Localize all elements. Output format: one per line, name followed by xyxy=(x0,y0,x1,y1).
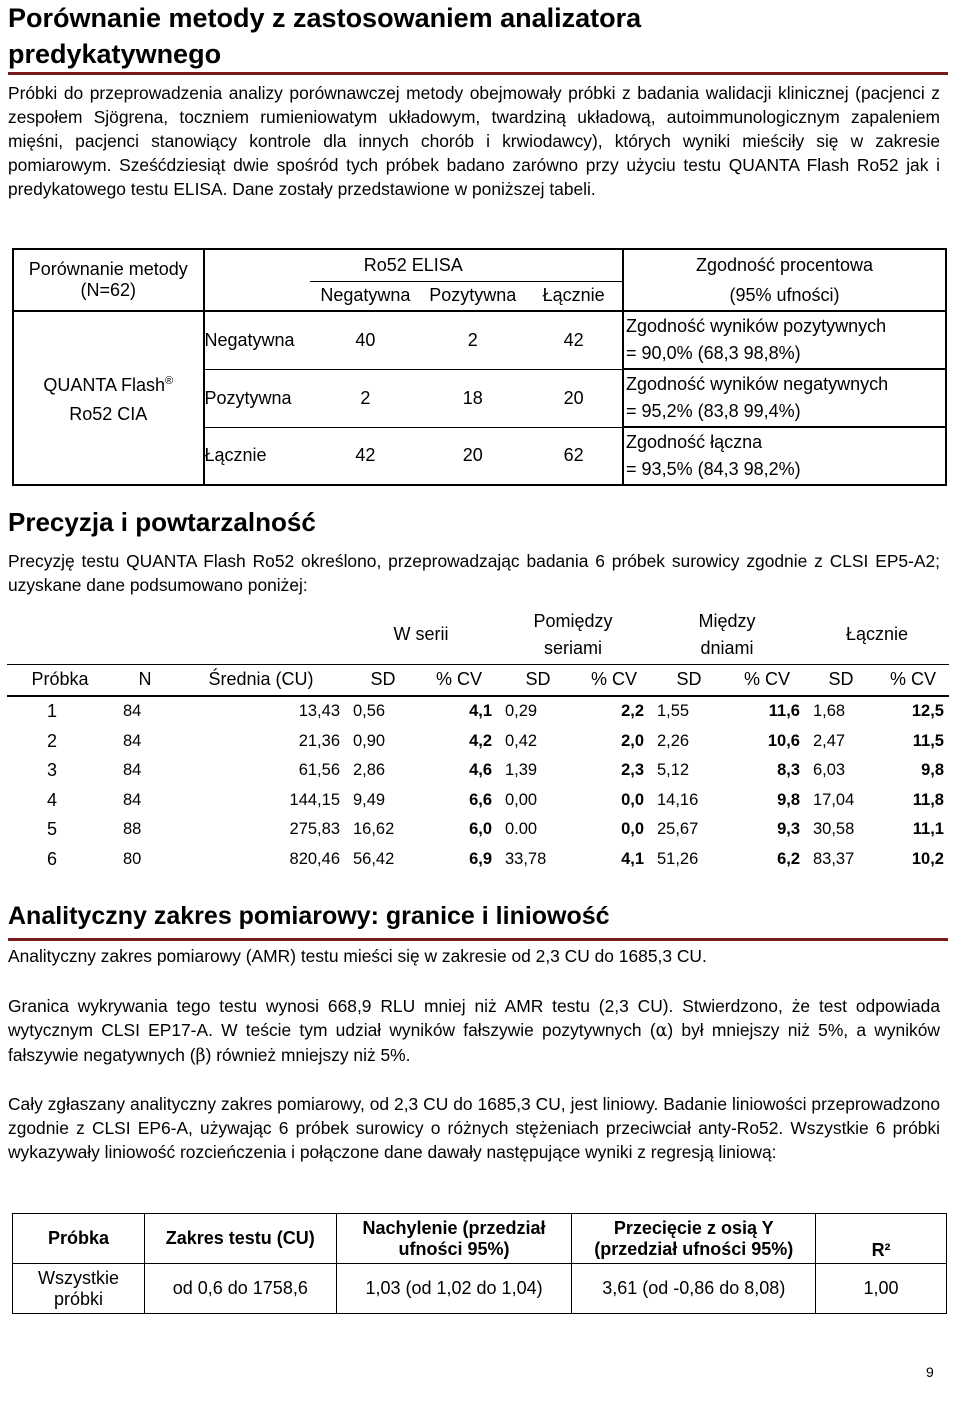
precision-cell: 4 xyxy=(47,789,58,810)
precision-header-cell: % CV xyxy=(435,669,482,690)
section-title-range: Analityczny zakres pomiarowy: granice i liniowość xyxy=(8,902,610,930)
title-line-1: Porównanie metody z zastosowaniem analizatora xyxy=(8,3,642,33)
precision-cell: 0.00 xyxy=(505,820,538,839)
precision-header-cell: % CV xyxy=(889,669,936,690)
col-negative: Negatywna xyxy=(310,281,420,311)
precision-header-row xyxy=(7,664,949,696)
precision-cell: 4,2 xyxy=(469,731,492,750)
precision-header-cell: SD xyxy=(676,669,702,690)
precision-cell: 11,5 xyxy=(912,731,944,750)
paragraph-method-comparison: Próbki do przeprowadzenia analizy porównawczej metody obejmowały próbki z badania walidacji klinicznej (pacjenci z zespołem Sjögrena, toczniem rumieniowatym układowym, twardziną układową, autoimmunologicznym zapaleniem mięśni, pacjenci stanowiący kontrole dla innych chorób i krwiodawcy), których wyniki mieściły się w zakresie pomiarowym. Sześćdziesiąt dwie spośród tych próbek badano zarówno przy użyciu testu QUANTA Flash Ro52 jak i predykatowego testu ELISA. Dane zostały przedstawione w poniższej tabeli. xyxy=(8,83,940,199)
section-rule xyxy=(8,938,948,941)
precision-cell: 2 xyxy=(47,730,58,751)
precision-cell: 10,6 xyxy=(767,731,800,750)
table-row xyxy=(7,756,949,786)
precision-cell: 13,43 xyxy=(298,702,340,721)
alpha-symbol: α xyxy=(655,1021,668,1041)
precision-cell: 11,6 xyxy=(768,702,800,721)
cell-total-total: 62 xyxy=(525,427,623,485)
precision-header-cell: N xyxy=(138,669,152,690)
precision-table xyxy=(7,606,949,874)
lin-header-sample: Próbka xyxy=(13,1214,145,1264)
group-total: Łącznie xyxy=(845,624,909,645)
precision-cell: 2,2 xyxy=(621,702,644,721)
precision-cell: 4,1 xyxy=(621,849,644,868)
table-row xyxy=(7,815,949,845)
precision-cell: 9,8 xyxy=(777,790,800,809)
cell-total-neg: 42 xyxy=(310,427,420,485)
precision-cell: 84 xyxy=(123,731,142,750)
paragraph-precision: Precyzję testu QUANTA Flash Ro52 określono, przeprowadzając badania 6 próbek surowicy zgodnie z CLSI EP5-A2; uzyskane dane podsumowano poniżej: xyxy=(8,551,940,595)
precision-cell: 51,26 xyxy=(657,849,699,868)
precision-cell: 16,62 xyxy=(353,820,395,839)
precision-cell: 6 xyxy=(47,848,58,869)
row-label-positive: Pozytywna xyxy=(204,369,311,427)
precision-cell: 1,68 xyxy=(813,702,846,721)
precision-cell: 11,8 xyxy=(912,790,944,809)
comparison-corner: Porównanie metody (N=62) xyxy=(13,249,204,311)
precision-cell: 80 xyxy=(123,849,142,868)
precision-header-cell: Próbka xyxy=(31,669,89,690)
cell-pos-pos: 18 xyxy=(420,369,525,427)
precision-cell: 275,83 xyxy=(289,820,340,839)
precision-header-cell: % CV xyxy=(743,669,790,690)
lin-header-intercept: Przecięcie z osią Y (przedział ufności 95%) xyxy=(572,1214,816,1264)
agreement-negative: Zgodność wyników negatywnych = 95,2% (83,8 99,4%) xyxy=(623,369,946,427)
precision-body xyxy=(7,696,949,874)
section-title-precision: Precyzja i powtarzalność xyxy=(8,507,316,537)
precision-cell: 2,47 xyxy=(813,731,846,750)
precision-cell: 8,3 xyxy=(777,761,800,780)
precision-header-cell: Średnia (CU) xyxy=(208,669,314,690)
lin-sample: Wszystkie próbki xyxy=(13,1264,145,1314)
cell-pos-neg: 2 xyxy=(310,369,420,427)
cell-total-pos: 20 xyxy=(420,427,525,485)
lin-header-r2: R² xyxy=(816,1214,947,1264)
precision-cell: 2,26 xyxy=(657,731,690,750)
lin-slope: 1,03 (od 1,02 do 1,04) xyxy=(336,1264,572,1314)
precision-cell: 2,3 xyxy=(621,761,644,780)
cell-neg-pos: 2 xyxy=(420,311,525,369)
precision-cell: 84 xyxy=(123,761,142,780)
precision-cell: 88 xyxy=(123,820,142,839)
precision-cell: 6,2 xyxy=(777,849,800,868)
precision-cell: 0,0 xyxy=(621,790,644,809)
precision-cell: 9,8 xyxy=(921,761,944,780)
precision-cell: 0,90 xyxy=(353,731,386,750)
paragraph-range-3: Cały zgłaszany analityczny zakres pomiarowy, od 2,3 CU do 1685,3 CU, jest liniowy. Badanie liniowości przeprowadzono zgodnie z CLSI EP6-A, używając 6 próbek surowicy o różnych stężeniach przeciwciał anty-Ro52. Wszystkie 6 próbki wykazywały liniowość rozcieńczenia i połączone dane dawały następujące wyniki z regresją liniową: xyxy=(8,1094,940,1162)
lin-r2: 1,00 xyxy=(816,1264,947,1314)
agreement-positive: Zgodność wyników pozytywnych = 90,0% (68,3 98,8%) xyxy=(623,311,946,369)
precision-cell: 5,12 xyxy=(657,761,690,780)
title-line-2: predykatywnego xyxy=(8,39,222,69)
table-row xyxy=(7,786,949,816)
precision-cell: 12,5 xyxy=(911,702,944,721)
precision-cell: 4,6 xyxy=(469,761,492,780)
precision-header-cell: SD xyxy=(828,669,854,690)
precision-header-cell: % CV xyxy=(590,669,637,690)
agreement-header-2: (95% ufności) xyxy=(623,281,946,311)
col-positive: Pozytywna xyxy=(420,281,525,311)
precision-cell: 0,56 xyxy=(353,702,386,721)
lin-range: od 0,6 do 1758,6 xyxy=(144,1264,336,1314)
col-total: Łącznie xyxy=(525,281,623,311)
precision-cell: 84 xyxy=(123,790,142,809)
precision-cell: 83,37 xyxy=(813,849,855,868)
cell-pos-total: 20 xyxy=(525,369,623,427)
row-label-total: Łącznie xyxy=(204,427,311,485)
precision-cell: 820,46 xyxy=(289,849,340,868)
precision-cell: 6,6 xyxy=(469,790,492,809)
precision-cell: 33,78 xyxy=(505,849,547,868)
beta-symbol: β xyxy=(195,1046,206,1066)
precision-cell: 1 xyxy=(47,701,58,722)
precision-header-cell: SD xyxy=(525,669,551,690)
row-group-quanta: QUANTA Flash® Ro52 CIA xyxy=(13,311,204,485)
precision-cell: 84 xyxy=(123,702,142,721)
precision-cell: 10,2 xyxy=(911,849,944,868)
elisa-header: Ro52 ELISA xyxy=(204,249,624,281)
precision-cell: 6,9 xyxy=(469,849,492,868)
precision-cell: 14,16 xyxy=(657,790,699,809)
precision-cell: 9,3 xyxy=(777,820,800,839)
precision-cell: 11,1 xyxy=(912,820,944,839)
precision-cell: 2,0 xyxy=(621,731,644,750)
method-comparison-table xyxy=(12,248,947,486)
precision-cell: 144,15 xyxy=(289,790,340,809)
precision-cell: 0,42 xyxy=(505,731,538,750)
page-number: 9 xyxy=(926,1364,934,1380)
group-between-runs: Pomiędzy seriami xyxy=(533,610,613,658)
precision-cell: 0,00 xyxy=(505,790,538,809)
cell-neg-total: 42 xyxy=(525,311,623,369)
agreement-overall: Zgodność łączna = 93,5% (84,3 98,2%) xyxy=(623,427,946,485)
precision-cell: 25,67 xyxy=(657,820,699,839)
paragraph-range-1: Analityczny zakres pomiarowy (AMR) testu mieści się w zakresie od 2,3 CU do 1685,3 CU. xyxy=(8,946,707,966)
paragraph-range-2: Granica wykrywania tego testu wynosi 668,9 RLU mniej niż AMR testu (2,3 CU). Stwierdzono, że test odpowiada wytycznym CLSI EP17-A. W teście tym udział wyników fałszywie pozytywnych (α) był mniejszy niż 5%, a wyników fałszywie negatywnych (β) również mniejszy niż 5%. xyxy=(8,996,940,1066)
precision-cell: 56,42 xyxy=(353,849,395,868)
group-within-run: W serii xyxy=(393,624,449,645)
table-row xyxy=(7,845,949,875)
precision-cell: 9,49 xyxy=(353,790,386,809)
agreement-header-1: Zgodność procentowa xyxy=(623,249,946,281)
precision-cell: 1,39 xyxy=(505,761,538,780)
section-rule xyxy=(8,72,948,75)
section-title-method-comparison xyxy=(8,0,948,72)
table-row xyxy=(7,727,949,757)
row-label-negative: Negatywna xyxy=(204,311,311,369)
lin-intercept: 3,61 (od -0,86 do 8,08) xyxy=(572,1264,816,1314)
table-row xyxy=(7,696,949,727)
precision-cell: 30,58 xyxy=(813,820,855,839)
cell-neg-neg: 40 xyxy=(310,311,420,369)
precision-cell: 5 xyxy=(47,819,58,840)
precision-cell: 21,36 xyxy=(298,731,340,750)
precision-cell: 0,29 xyxy=(505,702,538,721)
precision-cell: 0,0 xyxy=(621,820,644,839)
precision-cell: 3 xyxy=(47,760,58,781)
precision-cell: 6,0 xyxy=(469,820,492,839)
precision-cell: 17,04 xyxy=(813,790,855,809)
precision-cell: 1,55 xyxy=(657,702,690,721)
precision-cell: 4,1 xyxy=(469,702,492,721)
group-between-days: Między dniami xyxy=(698,610,756,658)
precision-header-cell: SD xyxy=(370,669,396,690)
precision-cell: 6,03 xyxy=(813,761,846,780)
linearity-table xyxy=(12,1213,947,1314)
precision-cell: 61,56 xyxy=(298,761,340,780)
lin-header-slope: Nachylenie (przedział ufności 95%) xyxy=(336,1214,572,1264)
precision-cell: 2,86 xyxy=(353,761,386,780)
lin-header-range: Zakres testu (CU) xyxy=(144,1214,336,1264)
